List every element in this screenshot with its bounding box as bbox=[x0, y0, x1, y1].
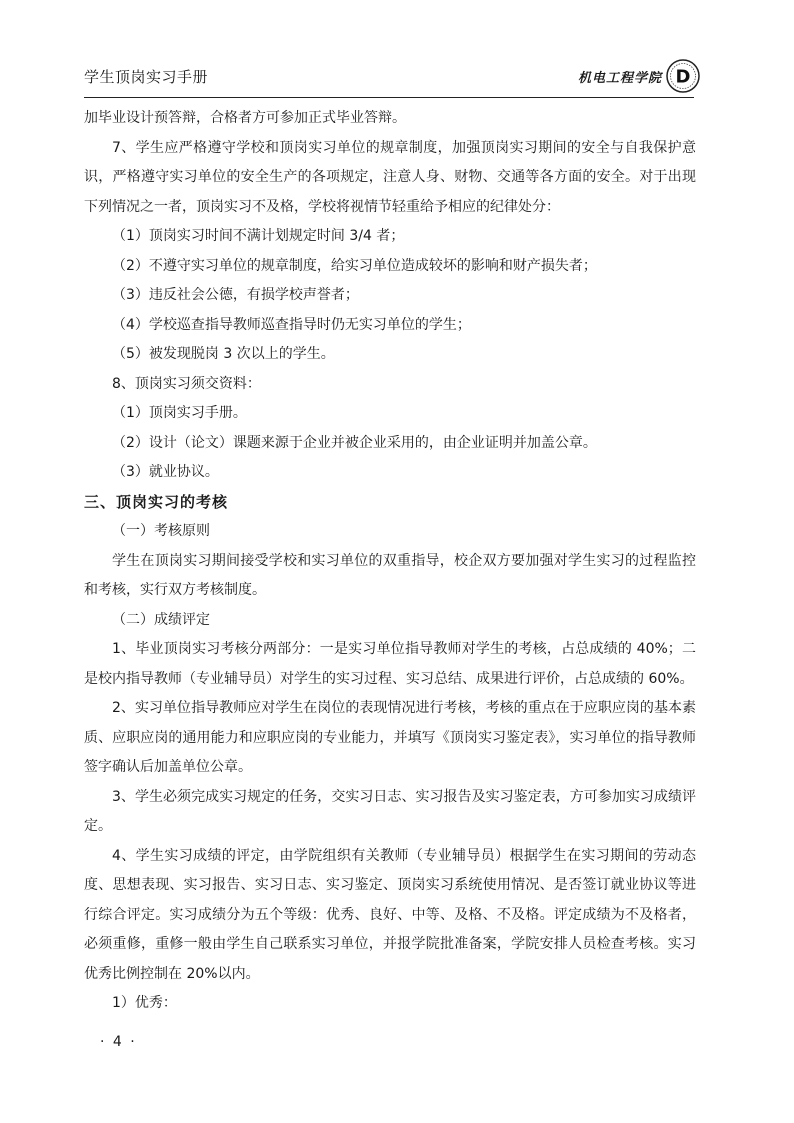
list-item: （2）设计（论文）课题来源于企业并被企业采用的，由企业证明并加盖公章。 bbox=[112, 434, 597, 451]
paragraph: 1）优秀： bbox=[112, 995, 177, 1011]
paragraph: 2、实习单位指导教师应对学生在岗位的表现情况进行考核，考核的重点在于应职应岗的基本素质、应职应岗的通用能力和应职应岗的专业能力，并填写《顶岗实习鉴定表》，实习单位的指导教师签字确认后加盖单位公章。 bbox=[84, 700, 696, 775]
sub-heading: （一）考核原则 bbox=[112, 523, 210, 539]
section-heading: 三、顶岗实习的考核 bbox=[84, 492, 229, 511]
header-rule bbox=[84, 97, 694, 98]
paragraph: 3、学生必须完成实习规定的任务，交实习日志、实习报告及实习鉴定表，方可参加实习成绩评定。 bbox=[84, 788, 696, 834]
list-item: （5）被发现脱岗 3 次以上的学生。 bbox=[112, 346, 335, 362]
list-item: （3）违反社会公德，有损学校声誉者； bbox=[112, 287, 359, 303]
college-logo-icon bbox=[666, 59, 700, 93]
paragraph: 加毕业设计预答辩，合格者方可参加正式毕业答辩。 bbox=[84, 110, 406, 126]
list-item: （3）就业协议。 bbox=[112, 464, 219, 480]
sub-heading: （二）成绩评定 bbox=[112, 611, 210, 628]
logo-letter: D bbox=[675, 66, 691, 88]
page-number: · 4 · bbox=[100, 1034, 137, 1050]
list-item: （2）不遵守实习单位的规章制度，给实习单位造成较坏的影响和财产损失者； bbox=[112, 257, 597, 274]
paragraph: 1、毕业顶岗实习考核分两部分：一是实习单位指导教师对学生的考核，占总成绩的 40%；二是校内指导教师（专业辅导员）对学生的实习过程、实习总结、成果进行评价，占总成绩的 60%。 bbox=[84, 641, 696, 687]
paragraph: 4、学生实习成绩的评定，由学院组织有关教师（专业辅导员）根据学生在实习期间的劳动态度、思想表现、实习报告、实习日志、实习鉴定、顶岗实习系统使用情况、是否签订就业协议等进行综合评定。实习成绩分为五个等级：优秀、良好、中等、及格、不及格。评定成绩为不及格者，必须重修，重修一般由学生自己联系实习单位，并报学院批准备案，学院安排人员检查考核。实习优秀比例控制在 20%以内。 bbox=[84, 847, 696, 982]
paragraph: 7、学生应严格遵守学校和顶岗实习单位的规章制度，加强顶岗实习期间的安全与自我保护意识，严格遵守实习单位的安全生产的各项规定，注意人身、财物、交通等各方面的安全。对于出现下列情况之一者，顶岗实习不及格，学校将视情节轻重给予相应的纪律处分： bbox=[84, 139, 696, 215]
page-header bbox=[84, 58, 694, 98]
document-body bbox=[84, 104, 696, 1019]
header-title: 学生顶岗实习手册 bbox=[84, 68, 209, 86]
list-item: （1）顶岗实习时间不满计划规定时间 3/4 者； bbox=[112, 228, 405, 244]
list-item: （4）学校巡查指导教师巡查指导时仍无实习单位的学生； bbox=[112, 316, 471, 333]
list-item: （1）顶岗实习手册。 bbox=[112, 405, 247, 421]
college-name: 机电工程学院 bbox=[577, 70, 662, 86]
header-branding bbox=[578, 58, 700, 94]
paragraph: 8、顶岗实习须交资料： bbox=[112, 375, 261, 392]
paragraph: 学生在顶岗实习期间接受学校和实习单位的双重指导，校企双方要加强对学生实习的过程监控和考核，实行双方考核制度。 bbox=[84, 552, 696, 598]
